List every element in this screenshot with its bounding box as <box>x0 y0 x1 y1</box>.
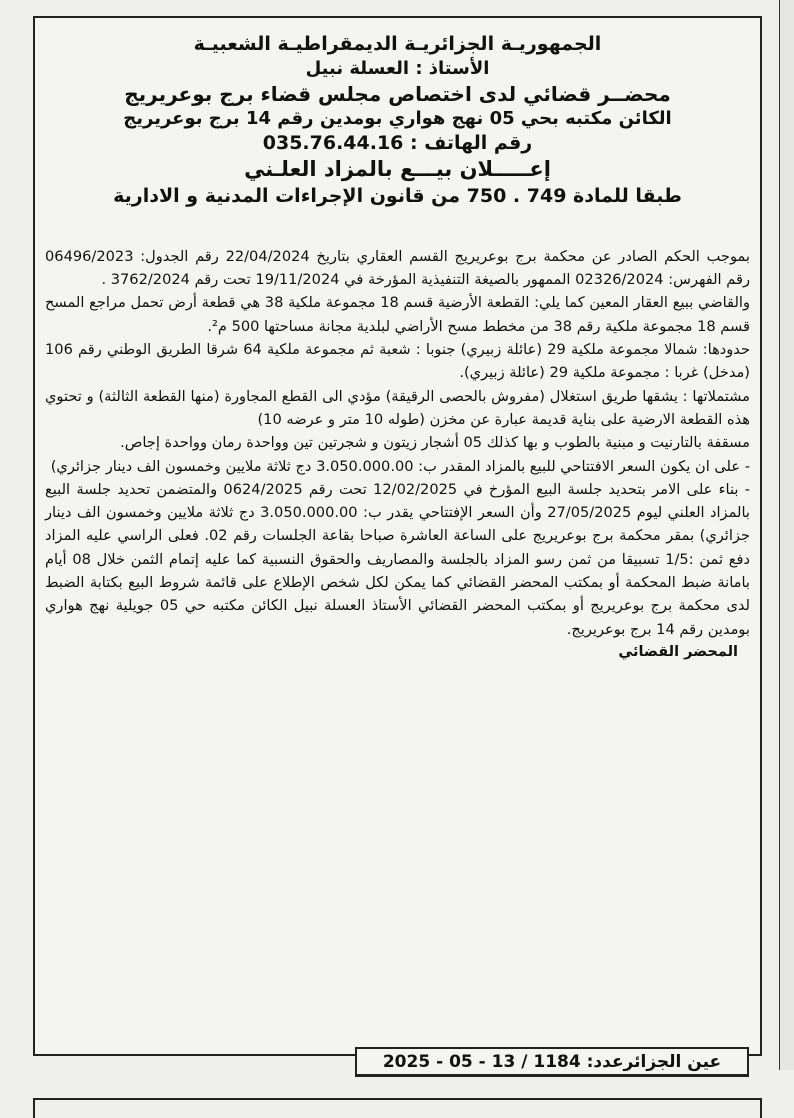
bailiff-jurisdiction: محضــر قضائي لدى اختصاص مجلس قضاء برج بوعريريج <box>124 81 671 106</box>
phone-number: رقم الهاتف : 035.76.44.16 <box>262 131 533 154</box>
contents-paragraph: مشتملاتها : يشقها طريق استغلال (مفروش بالحصى الرقيقة) مؤدي الى القطع المجاورة (منها القطعة الثالثة) و تحتوي هذه القطعة الارضية على بناية قديمة عبارة عن مخزن (طوله 10 متر و عرضه 10) <box>45 387 750 428</box>
notice-title: إعـــــلان بيـــع بالمزاد العلـني <box>244 157 551 182</box>
country-name: الجمهوريـة الجزائريـة الديمقراطيـة الشعبيـة <box>193 33 602 55</box>
bailiff-name: الأستاذ : العسلة نبيل <box>305 58 490 80</box>
adjacent-page-edge <box>779 0 794 1070</box>
property-paragraph: والقاضي ببيع العقار المعين كما يلي: القطعة الأرضية قسم 18 مجموعة ملكية 38 هي قطعة أرض تحمل مراجع المسح قسم 18 مجموعة ملكية رقم 38 من مخطط مسح الأراضي لبلدية مجانة مساحتها 500 م². <box>45 294 750 335</box>
notice-body <box>35 235 760 641</box>
boundaries-paragraph: حدودها: شمالا مجموعة ملكية 29 (عائلة زبيري) جنوبا : شعبة ثم مجموعة ملكية 64 شرقا الطريق الوطني رقم 106 (مدخل) غربا : مجموعة ملكية 29 (عائلة زبيري). <box>45 341 750 382</box>
notice-header <box>35 18 760 209</box>
next-notice-frame <box>33 1098 762 1118</box>
office-address: الكائن مكتبه بحي 05 نهج هواري بومدين رقم 14 برج بوعريريج <box>123 108 672 130</box>
auction-notice <box>33 16 762 1056</box>
judgment-paragraph: بموجب الحكم الصادر عن محكمة برج بوعريريج القسم العقاري بتاريخ 22/04/2024 رقم الجدول: 06496/2023 رقم الفهرس: 02326/2024 الممهور بالصيغة التنفيذية المؤرخة في 19/11/2024 تحت رقم 3762/2024 . <box>45 247 750 289</box>
opening-price-paragraph: - على ان يكون السعر الافتتاحي للبيع بالمزاد المقدر ب: 3.050.000.00 دج ثلاثة ملايين وخمسون الف دينار جزائري) <box>50 457 750 475</box>
signature: المحضر القضائي <box>618 643 738 660</box>
contents-continued-paragraph: مسقفة بالتارنيت و مبنية بالطوب و بها كذلك 05 أشجار زيتون و شجرتين تين وواحدة رمان وواحدة إجاص. <box>120 434 750 452</box>
publication-reference: عين الجزائرعدد: 1184 / 13 - 05 - 2025 <box>355 1047 749 1077</box>
legal-article: طبقا للمادة 749 . 750 من قانون الإجراءات المدنية و الادارية <box>113 184 682 207</box>
sale-session-paragraph: - بناء على الامر بتحديد جلسة البيع المؤرخ في 12/02/2025 تحت رقم 0624/2025 والمتضمن تحديد جلسة البيع بالمزاد العلني ليوم 27/05/2025 وأن السعر الإفتتاحي يقدر ب: 3.050.000.00 دج ثلاثة ملايين وخمسون الف دينار جزائري) بمقر محكمة برج بوعريريج على الساعة العاشرة صباحا بقاعة الجلسات رقم 02. فعلى الراسي عليه المزاد دفع ثمن :1/5 تسبيقا من ثمن رسو المزاد بالجلسة والمصاريف والحقوق النسبية كما عليه إتمام الثمن خلال 08 أيام بامانة ضبط المحكمة أو بمكتب المحضر القضائي كما يمكن لكل شخص الإطلاع على قائمة شروط البيع بكتابة الضبط لدى محكمة برج بوعريريج أو بمكتب المحضر القضائي الأستاذ العسلة نبيل الكائن مكتبه حي 05 جويلية نهج هواري بومدين رقم 14 برج بوعريريج. <box>45 480 750 638</box>
